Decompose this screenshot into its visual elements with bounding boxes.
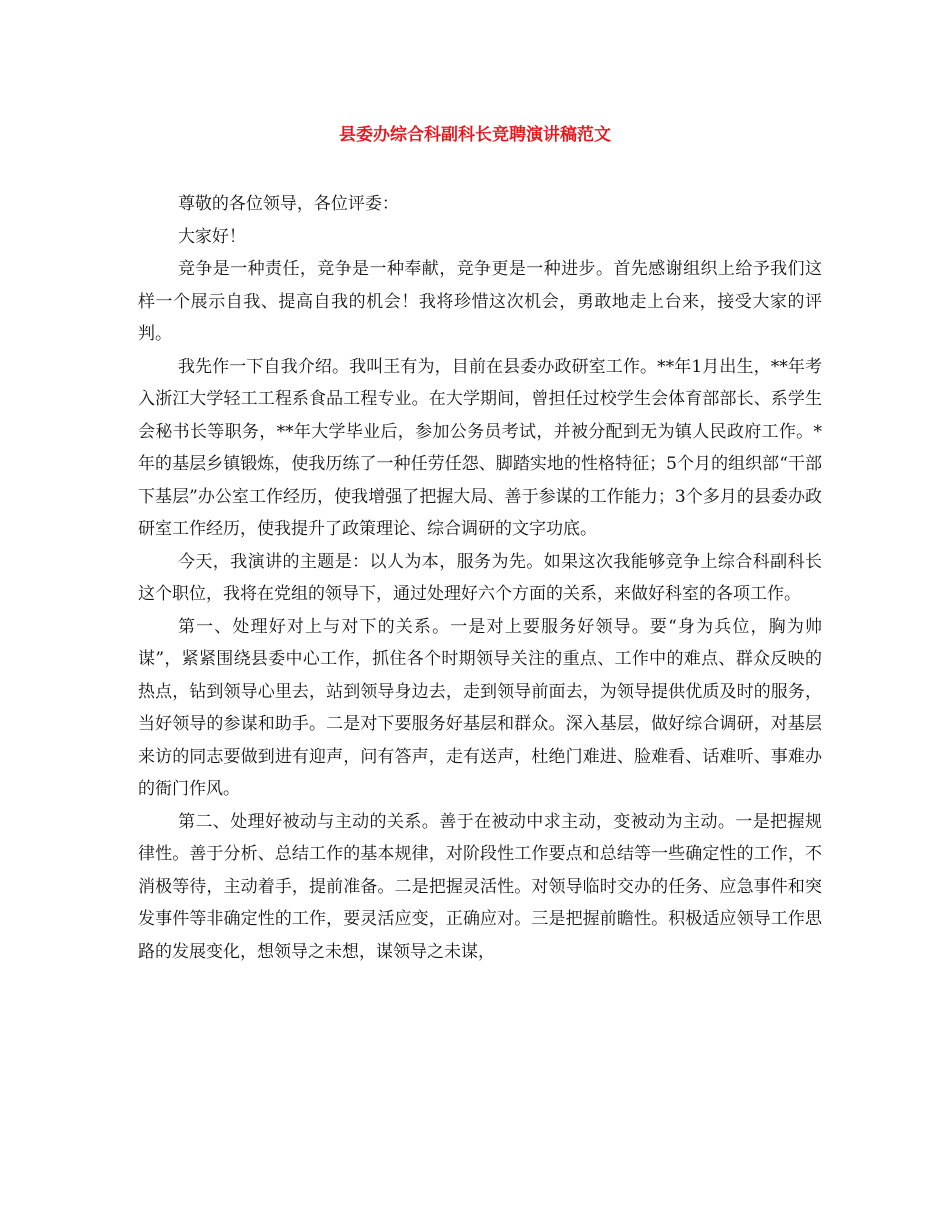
paragraph-point-two: 第二、处理好被动与主动的关系。善于在被动中求主动，变被动为主动。一是把握规律性。善于分析、总结工作的基本规律，对阶段性工作要点和总结等一些确定性的工作，不消极等待，主动着手，提前准备。二是把握灵活性。对领导临时交办的任务、应急事件和突发事件等非确定性的工作，要灵活应变，正确应对。三是把握前瞻性。积极适应领导工作思路的发展变化，想领导之未想，谋领导之未谋， [138, 811, 822, 962]
paragraph-greeting: 大家好！ [177, 226, 246, 247]
paragraph-salutation: 尊敬的各位领导，各位评委： [177, 194, 399, 214]
paragraph-theme: 今天，我演讲的主题是：以人为本，服务为先。如果这次我能够竞争上综合科副科长这个职位，我将在党组的领导下，通过处理好六个方面的关系，来做好科室的各项工作。 [138, 551, 822, 604]
paragraph-self-introduction: 我先作一下自我介绍。我叫王有为，目前在县委办政研室工作。**年1月出生，**年考入浙江大学轻工工程系食品工程专业。在大学期间，曾担任过校学生会体育部部长、系学生会秘书长等职务，**年大学毕业后，参加公务员考试，并被分配到无为镇人民政府工作。*年的基层乡镇锻炼，使我历练了一种任劳任怨、脚踏实地的性格特征；5个月的组织部“干部下基层”办公室工作经历，使我增强了把握大局、善于参谋的工作能力；3个多月的县委办政研室工作经历，使我提升了政策理论、综合调研的文字功底。 [138, 356, 822, 539]
paragraph-opening: 竞争是一种责任，竞争是一种奉献，竞争更是一种进步。首先感谢组织上给予我们这样一个展示自我、提高自我的机会！我将珍惜这次机会，勇敢地走上台来，接受大家的评判。 [138, 259, 822, 344]
paragraph-point-one: 第一、处理好对上与对下的关系。一是对上要服务好领导。要“身为兵位，胸为帅谋”，紧紧围绕县委中心工作，抓住各个时期领导关注的重点、工作中的难点、群众反映的热点，钻到领导心里去，站到领导身边去，走到领导前面去，为领导提供优质及时的服务，当好领导的参谋和助手。二是对下要服务好基层和群众。深入基层，做好综合调研，对基层来访的同志要做到进有迎声，问有答声，走有送声，杜绝门难进、脸难看、话难听、事难办的衙门作风。 [138, 616, 822, 799]
document-body [138, 188, 822, 968]
document-title: 县委办综合科副科长竞聘演讲稿范文 [339, 125, 611, 145]
